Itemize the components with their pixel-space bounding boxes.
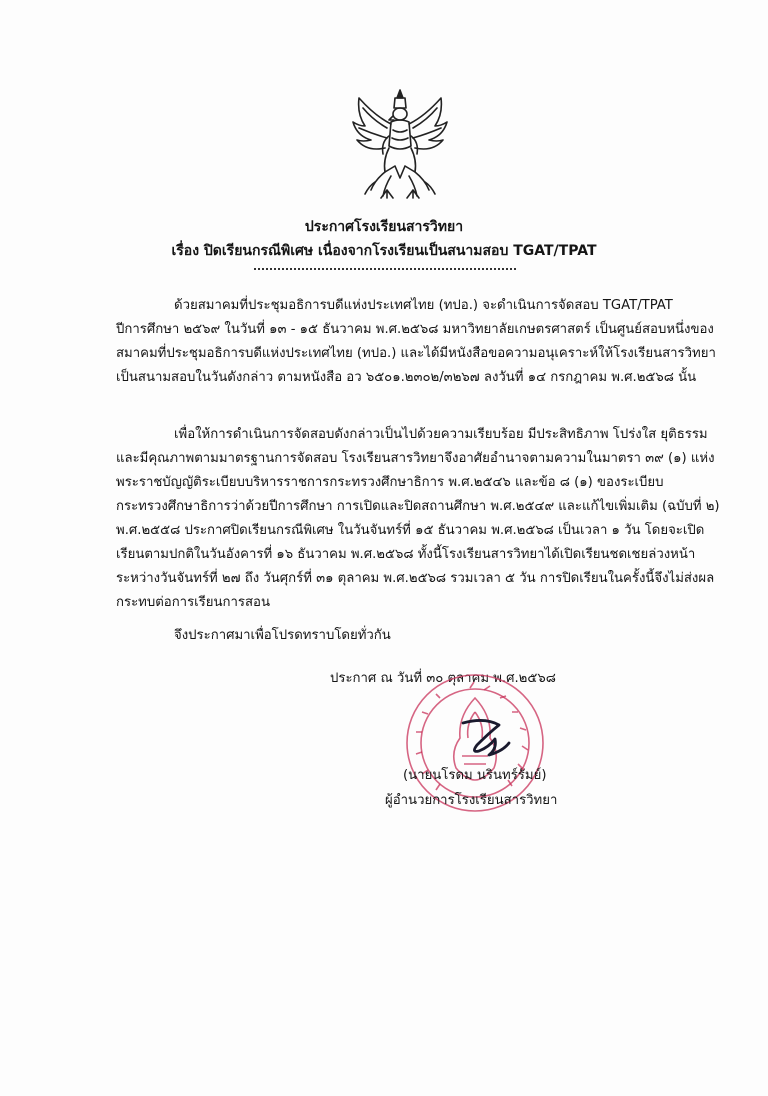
paragraph2-line: ระหว่างวันจันทร์ที่ ๒๗ ถึง วันศุกร์ที่ ๓๑ ตุลาคม พ.ศ.๒๕๖๘ รวมเวลา ๕ วัน การปิดเรียนในครั้งนี้จึงไม่ส่งผล <box>116 571 715 586</box>
paragraph1-line: ด้วยสมาคมที่ประชุมอธิการบดีแห่งประเทศไทย (ทปอ.) จะดำเนินการจัดสอบ TGAT/TPAT <box>174 298 673 313</box>
signer-name: (นายนโรดม นรินทร์รัมย์) <box>403 768 547 783</box>
signer-title: ผู้อำนวยการโรงเรียนสารวิทยา <box>385 793 558 808</box>
paragraph2-line: กระทรวงศึกษาธิการว่าด้วยปีการศึกษา การเปิดและปิดสถานศึกษา พ.ศ.๒๕๔๙ และแก้ไขเพิ่มเติม (ฉบับที่ ๒) <box>116 499 720 514</box>
announcement-date: ประกาศ ณ วันที่ ๓๐ ตุลาคม พ.ศ.๒๕๖๘ <box>330 671 556 686</box>
paragraph2-line: พ.ศ.๒๕๕๘ ประกาศปิดเรียนกรณีพิเศษ ในวันจันทร์ที่ ๑๕ ธันวาคม พ.ศ.๒๕๖๘ เป็นเวลา ๑ วัน โดยจะเปิด <box>116 523 705 538</box>
paragraph2-line: พระราชบัญญัติระเบียบบริหารราชการกระทรวงศึกษาธิการ พ.ศ.๒๕๔๖ และข้อ ๘ (๑) ของระเบียบ <box>116 475 664 490</box>
paragraph2-line: เรียนตามปกติในวันอังคารที่ ๑๖ ธันวาคม พ.ศ.๒๕๖๘ ทั้งนี้โรงเรียนสารวิทยาได้เปิดเรียนชดเชยล่วงหน้า <box>116 547 696 562</box>
paragraph2-line: เพื่อให้การดำเนินการจัดสอบดังกล่าวเป็นไปด้วยความเรียบร้อย มีประสิทธิภาพ โปร่งใส ยุติธรรม <box>174 427 708 442</box>
garuda-emblem-icon <box>345 86 455 200</box>
paragraph1-line: สมาคมที่ประชุมอธิการบดีแห่งประเทศไทย (ทปอ.) และได้มีหนังสือขอความอนุเคราะห์ให้โรงเรียนสารวิทยา <box>116 346 716 361</box>
paragraph1-line: ปีการศึกษา ๒๕๖๙ ในวันที่ ๑๓ - ๑๕ ธันวาคม พ.ศ.๒๕๖๘ มหาวิทยาลัยเกษตรศาสตร์ เป็นศูนย์สอบหนึ่งของ <box>116 322 714 337</box>
paragraph2-line: และมีคุณภาพตามมาตรฐานการจัดสอบ โรงเรียนสารวิทยาจึงอาศัยอำนาจตามความในมาตรา ๓๙ (๑) แห่ง <box>116 451 715 466</box>
closing-statement: จึงประกาศมาเพื่อโปรดทราบโดยทั่วกัน <box>174 628 391 643</box>
document-title: ประกาศโรงเรียนสารวิทยา <box>304 219 464 235</box>
paragraph1-line: เป็นสนามสอบในวันดังกล่าว ตามหนังสือ อว ๖๕๐๑.๒๓๐๒/๓๒๖๗ ลงวันที่ ๑๔ กรกฎาคม พ.ศ.๒๕๖๘ นั้น <box>116 370 697 385</box>
document-subject: เรื่อง ปิดเรียนกรณีพิเศษ เนื่องจากโรงเรียนเป็นสนามสอบ TGAT/TPAT <box>171 243 597 259</box>
dotted-divider <box>254 262 516 270</box>
signature-mark <box>455 715 515 760</box>
paragraph2-line: กระทบต่อการเรียนการสอน <box>116 595 270 610</box>
